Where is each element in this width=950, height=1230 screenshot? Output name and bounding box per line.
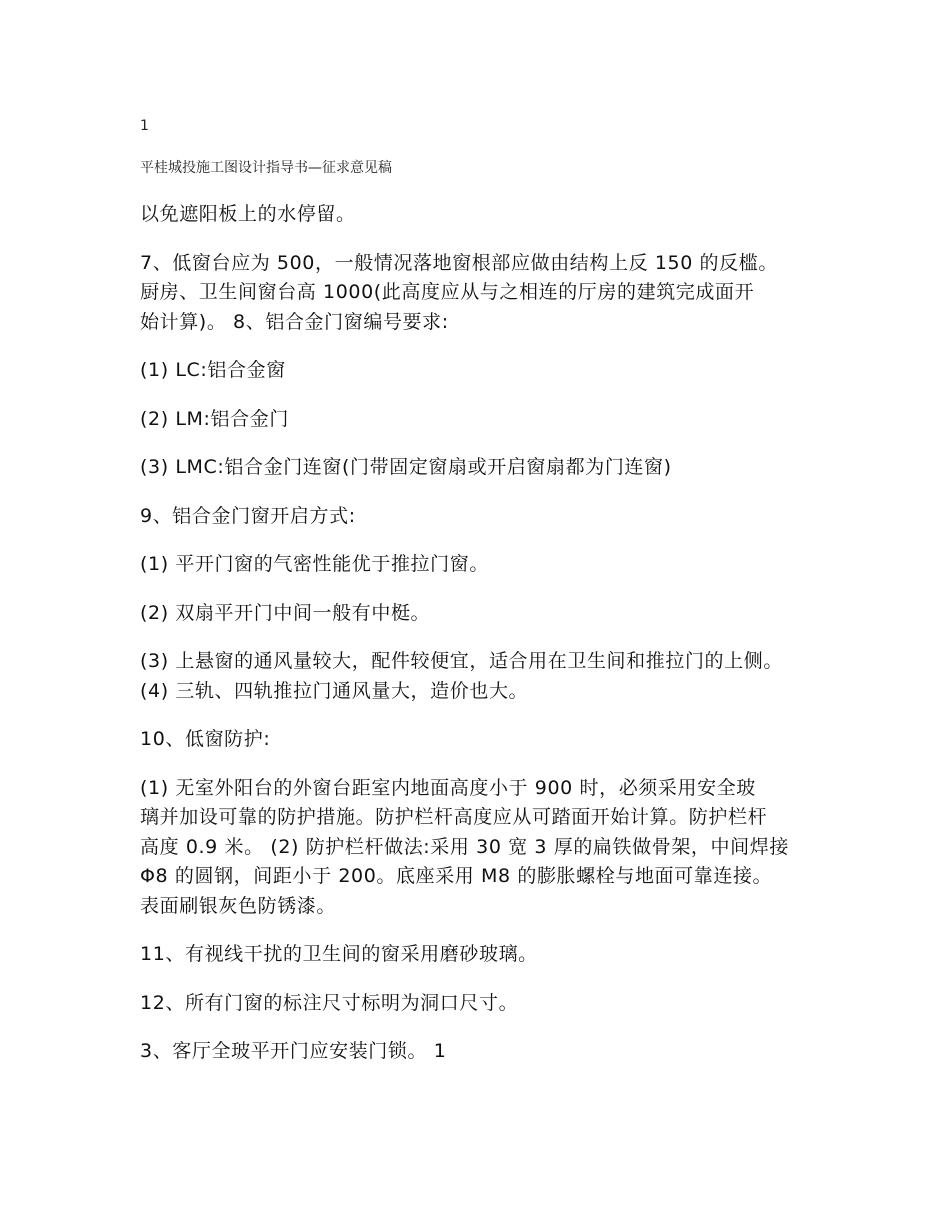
paragraph-line: 11、有视线干扰的卫生间的窗采用磨砂玻璃。: [140, 943, 538, 965]
paragraph-line: (3) 上悬窗的通风量较大，配件较便宜，适合用在卫生间和推拉门的上侧。: [140, 650, 783, 672]
paragraph-line: (2) 双扇平开门中间一般有中梃。: [140, 601, 431, 624]
paragraph-line: 璃并加设可靠的防护措施。防护栏杆高度应从可踏面开始计算。防护栏杆: [140, 806, 768, 828]
paragraph-line: (3) LMC:铝合金门连窗(门带固定窗扇或开启窗扇都为门连窗): [140, 456, 672, 478]
list-item-lm: [140, 405, 830, 435]
paragraph-line: Φ8 的圆钢，间距小于 200。底座采用 M8 的膨胀螺栓与地面可靠连接。: [140, 865, 773, 887]
section-9-heading: [140, 502, 830, 532]
list-item-lmc: [140, 453, 830, 483]
paragraph-7-low-sill: [140, 249, 830, 338]
paragraph-line: 厨房、卫生间窗台高 1000(此高度应从与之相连的厅房的建筑完成面开: [140, 281, 755, 303]
list-item-double-door: [140, 599, 830, 629]
section-10-heading: [140, 725, 830, 755]
paragraph-line: 3、客厅全玻平开门应安装门锁。 1: [140, 1040, 447, 1062]
section-11: [140, 940, 830, 970]
paragraph-line: 10、低窗防护:: [140, 728, 271, 750]
paragraph-line: 7、低窗台应为 500，一般情况落地窗根部应做由结构上反 150 的反槛。: [140, 251, 778, 274]
paragraph-line: 以免遮阳板上的水停留。: [140, 203, 356, 225]
paragraph-line: 始计算)。 8、铝合金门窗编号要求:: [140, 310, 449, 333]
paragraph-line: (1) LC:铝合金窗: [140, 359, 286, 381]
list-item-top-hung: [140, 647, 830, 706]
document-header-title: 平桂城投施工图设计指导书—征求意见稿: [140, 160, 392, 176]
paragraph-line: 表面刷银灰色防锈漆。: [140, 894, 337, 917]
paragraph-line: (1) 无室外阳台的外窗台距室内地面高度小于 900 时，必须采用安全玻: [140, 776, 756, 799]
list-item-casement: [140, 550, 830, 580]
section-12: [140, 989, 830, 1019]
document-body: [140, 200, 830, 1086]
page-number: 1: [140, 118, 149, 134]
paragraph-line: 高度 0.9 米。 (2) 防护栏杆做法:采用 30 宽 3 厚的扁铁做骨架，中间焊接: [140, 835, 789, 858]
paragraph-line: 9、铝合金门窗开启方式:: [140, 504, 356, 527]
paragraph-line: 12、所有门窗的标注尺寸标明为洞口尺寸。: [140, 991, 519, 1014]
paragraph-low-window-protection: [140, 774, 830, 922]
paragraph-line: (2) LM:铝合金门: [140, 407, 289, 430]
section-3-door-lock: [140, 1037, 830, 1067]
paragraph-line: (1) 平开门窗的气密性能优于推拉门窗。: [140, 553, 489, 575]
paragraph-line: (4) 三轨、四轨推拉门通风量大，造价也大。: [140, 679, 529, 702]
paragraph-1: [140, 200, 830, 230]
list-item-lc: [140, 356, 830, 386]
